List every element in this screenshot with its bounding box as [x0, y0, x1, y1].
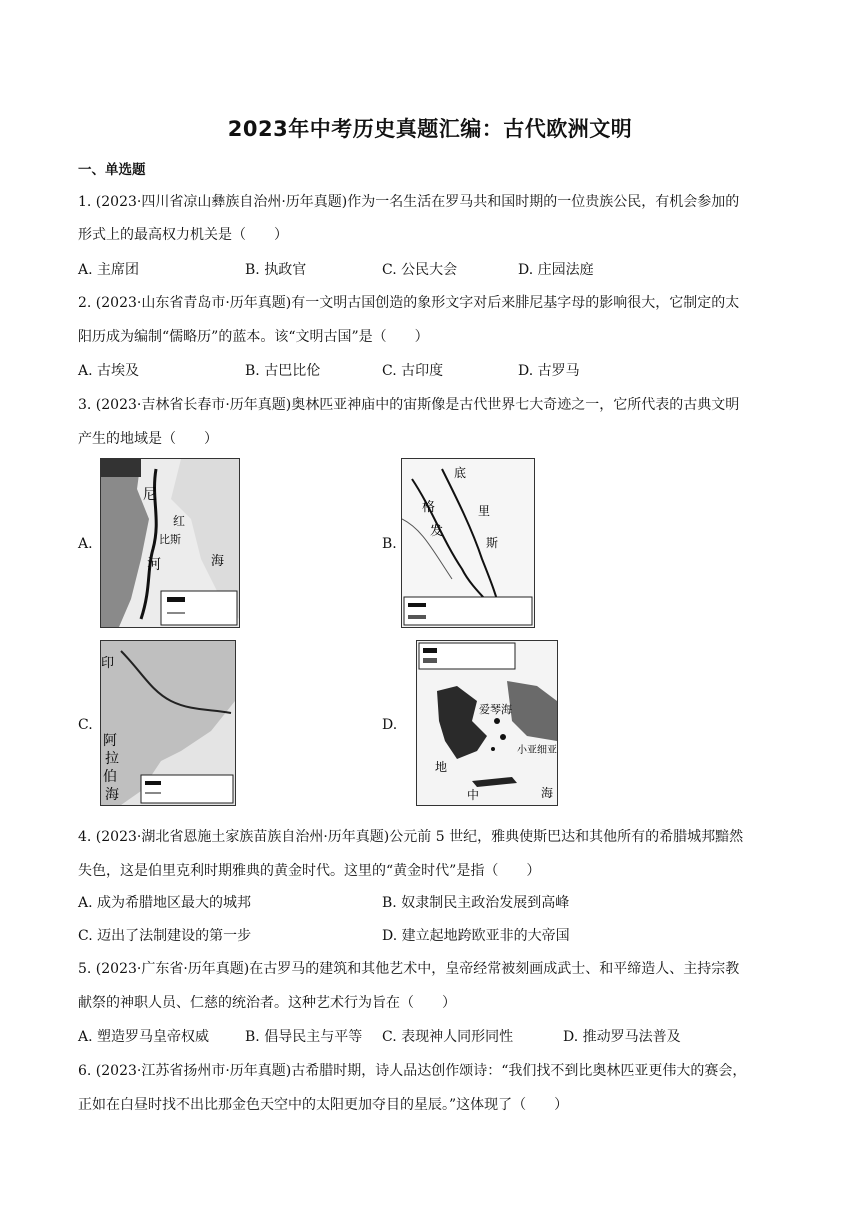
question-2-option-d: D. 古罗马	[518, 363, 580, 379]
map-d-text-5: 海	[541, 786, 554, 800]
question-2-line-1: 2. (2023·山东省青岛市·历年真题)有一文明古国创造的象形文字对后来腓尼基字母的影响很大，它制定的太	[78, 295, 740, 311]
map-d-text-1: 爱琴海	[479, 703, 512, 716]
map-b-text-3: 发	[430, 524, 444, 539]
map-d-text-3: 地	[435, 760, 448, 774]
map-d-graphic	[417, 641, 557, 805]
map-a-text-3: 比斯	[159, 533, 181, 546]
map-c-text-2: 阿	[103, 733, 117, 749]
map-d-text-2: 小亚细亚	[517, 745, 557, 756]
map-option-a-egypt	[100, 458, 240, 628]
question-1-option-b: B. 执政官	[245, 262, 307, 278]
question-2-option-c: C. 古印度	[382, 363, 444, 379]
question-3-option-d: D.	[382, 717, 398, 733]
question-4-line-1: 4. (2023·湖北省恩施土家族苗族自治州·历年真题)公元前 5 世纪，雅典使斯巴达和其他所有的希腊城邦黯然	[78, 829, 744, 845]
map-c-text-1: 印	[101, 656, 115, 671]
question-5-option-c: C. 表现神人同形同性	[382, 1029, 514, 1045]
map-option-d-greece	[416, 640, 558, 806]
map-a-text-5: 海	[211, 554, 225, 569]
question-3-option-a: A.	[78, 536, 93, 552]
map-a-graphic	[101, 459, 239, 627]
map-c-graphic	[101, 641, 235, 805]
question-1-option-a: A. 主席团	[78, 262, 140, 278]
question-4-line-2: 失色，这是伯里克利时期雅典的黄金时代。这里的“黄金时代”是指（ ）	[78, 863, 541, 879]
question-2-option-b: B. 古巴比伦	[245, 363, 321, 379]
question-1-line-2: 形式上的最高权力机关是（ ）	[78, 227, 288, 243]
question-4-option-d: D. 建立起地跨欧亚非的大帝国	[382, 928, 570, 944]
map-b-text-2: 格	[422, 500, 436, 515]
question-1-option-c: C. 公民大会	[382, 262, 458, 278]
page-title: 2023年中考历史真题汇编：古代欧洲文明	[227, 117, 633, 141]
question-1-option-d: D. 庄园法庭	[518, 262, 594, 278]
map-a-text-1: 尼	[143, 487, 157, 503]
question-5-line-2: 献祭的神职人员、仁慈的统治者。这种艺术行为旨在（ ）	[78, 995, 456, 1011]
question-5-option-b: B. 倡导民主与平等	[245, 1029, 363, 1045]
map-d-text-4: 中	[467, 788, 480, 802]
question-3-option-b: B.	[382, 536, 397, 552]
question-5-line-1: 5. (2023·广东省·历年真题)在古罗马的建筑和其他艺术中，皇帝经常被刻画成武士、和平缔造人、主持宗教	[78, 961, 740, 977]
map-option-c-india	[100, 640, 236, 806]
map-b-text-4: 里	[478, 504, 491, 518]
map-b-graphic	[402, 459, 534, 627]
question-2-option-a: A. 古埃及	[78, 363, 140, 379]
section-heading: 一、单选题	[78, 162, 146, 178]
question-4-option-c: C. 迈出了法制建设的第一步	[78, 928, 252, 944]
question-3-line-2: 产生的地域是（ ）	[78, 431, 218, 447]
question-4-option-a: A. 成为希腊地区最大的城邦	[78, 895, 252, 911]
map-c-text-4: 伯	[103, 769, 117, 785]
map-b-text-5: 斯	[486, 536, 499, 550]
map-c-text-5: 海	[105, 787, 119, 803]
question-6-line-2: 正如在白昼时找不出比那金色天空中的太阳更加夺目的星辰。”这体现了（ ）	[78, 1097, 569, 1113]
map-c-text-3: 拉	[105, 751, 119, 767]
map-a-text-4: 河	[147, 557, 161, 573]
question-3-option-c: C.	[78, 717, 93, 733]
question-6-line-1: 6. (2023·江苏省扬州市·历年真题)古希腊时期，诗人品达创作颂诗：“我们找不到比奥林匹亚更伟大的赛会，	[78, 1063, 747, 1079]
question-2-line-2: 阳历成为编制“儒略历”的蓝本。该“文明古国”是（ ）	[78, 329, 429, 345]
question-3-line-1: 3. (2023·吉林省长春市·历年真题)奥林匹亚神庙中的宙斯像是古代世界七大奇迹之一，它所代表的古典文明	[78, 397, 740, 413]
map-a-text-2: 红	[173, 514, 186, 528]
question-1-line-1: 1. (2023·四川省凉山彝族自治州·历年真题)作为一名生活在罗马共和国时期的一位贵族公民，有机会参加的	[78, 194, 740, 210]
question-4-option-b: B. 奴隶制民主政治发展到高峰	[382, 895, 570, 911]
question-5-option-a: A. 塑造罗马皇帝权威	[78, 1029, 210, 1045]
map-option-b-mesopotamia	[401, 458, 535, 628]
question-5-option-d: D. 推动罗马法普及	[563, 1029, 681, 1045]
map-b-text-1: 底	[454, 466, 467, 480]
